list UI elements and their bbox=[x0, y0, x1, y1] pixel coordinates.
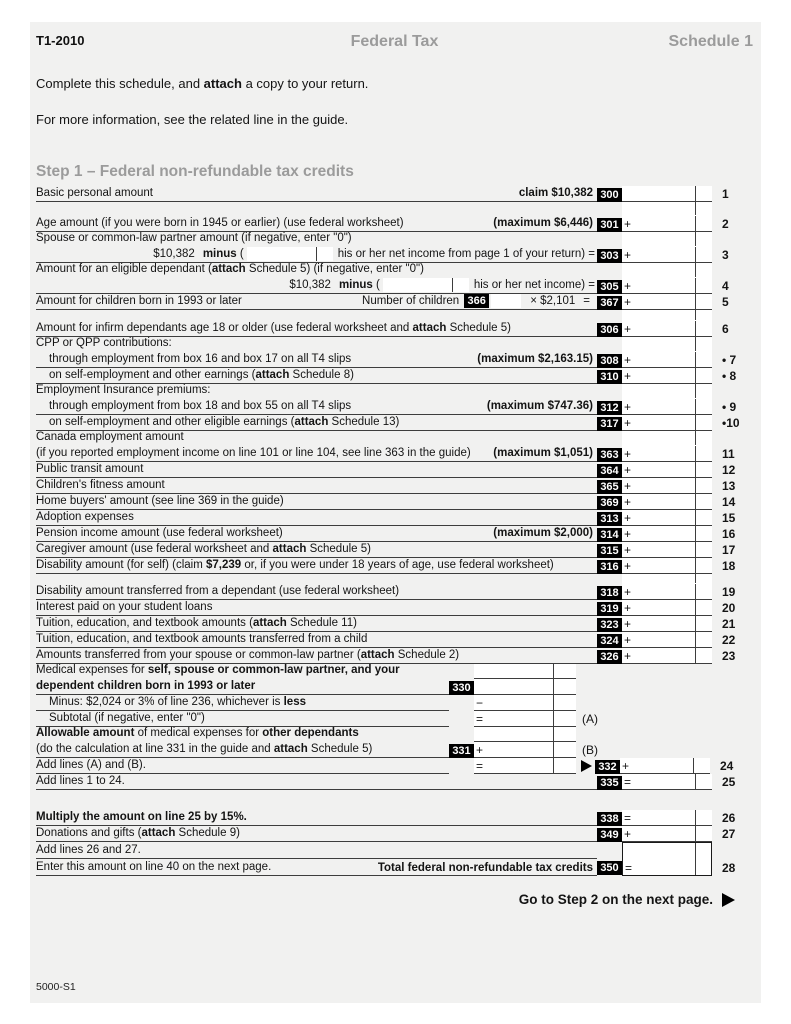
field-code-363: 363 bbox=[597, 448, 622, 462]
line-number: 14 bbox=[722, 495, 736, 509]
amount-field-318[interactable] bbox=[622, 584, 712, 600]
field-code-310: 310 bbox=[597, 370, 622, 384]
form-row-line-18 bbox=[30, 558, 761, 574]
claim-amount-label: claim $10,382 bbox=[518, 187, 593, 199]
operator-sign: + bbox=[624, 617, 632, 631]
form-row-line-21 bbox=[30, 616, 761, 632]
row-label: Age amount (if you were born in 1945 or earlier) (use federal worksheet) bbox=[36, 217, 404, 229]
form-row-line-27 bbox=[30, 826, 761, 842]
medical-subtotal-row bbox=[30, 711, 761, 727]
line-number: • 7 bbox=[722, 353, 737, 367]
medical-amount-column bbox=[474, 727, 576, 742]
intro-line-1: Complete this schedule, and attach a copy to your return. bbox=[36, 76, 369, 91]
row-label: Home buyers' amount (see line 369 in the guide) bbox=[36, 495, 284, 507]
field-code-326: 326 bbox=[597, 650, 622, 664]
form-row-line-1 bbox=[30, 186, 761, 202]
row-label: Allowable amount of medical expenses for other dependants bbox=[36, 727, 359, 739]
form-row-line-26 bbox=[30, 810, 761, 826]
row-label: Disability amount (for self) (claim $7,239 or, if you were under 18 years of age, use federal worksheet) bbox=[36, 559, 554, 571]
row-label: Canada employment amount bbox=[36, 431, 184, 443]
line-number: 3 bbox=[722, 248, 729, 262]
field-code-323: 323 bbox=[597, 618, 622, 632]
medical-total-field[interactable] bbox=[474, 758, 576, 774]
allowable-amount-header-row bbox=[30, 727, 761, 742]
row-label: CPP or QPP contributions: bbox=[36, 337, 172, 349]
form-row-line-5 bbox=[30, 294, 761, 310]
operator-sign: + bbox=[624, 827, 632, 841]
row-label: dependent children born in 1993 or later bbox=[36, 680, 256, 692]
operator-sign: + bbox=[624, 511, 632, 525]
row-label: Disability amount transferred from a dependant (use federal worksheet) bbox=[36, 585, 400, 597]
medical-minus-row bbox=[30, 695, 761, 711]
form-row-line-8 bbox=[30, 368, 761, 384]
operator-sign: + bbox=[624, 416, 632, 430]
ei-header-row bbox=[30, 384, 761, 399]
amount-column bbox=[622, 263, 712, 278]
plus-sign: + bbox=[476, 743, 484, 757]
line-number: 17 bbox=[722, 543, 736, 557]
number-of-children-input[interactable] bbox=[491, 294, 521, 308]
line-number: • 9 bbox=[722, 400, 737, 414]
form-row-line-17 bbox=[30, 542, 761, 558]
operator-sign: + bbox=[624, 353, 632, 367]
maximum-label: (maximum $1,051) bbox=[493, 447, 593, 459]
form-row-line-2 bbox=[30, 216, 761, 232]
operator-sign: = bbox=[625, 861, 633, 875]
form-row-line-11 bbox=[30, 446, 761, 462]
row-label: Amount for infirm dependants age 18 or older (use federal worksheet and attach Schedule 5) bbox=[36, 322, 511, 334]
row-label: Employment Insurance premiums: bbox=[36, 384, 211, 396]
amount-field-350[interactable] bbox=[622, 842, 712, 876]
field-code-331: 331 bbox=[449, 744, 474, 758]
maximum-label: (maximum $747.36) bbox=[486, 400, 593, 412]
allowable-amount-row-331 bbox=[30, 742, 761, 758]
amount-field-338[interactable] bbox=[622, 810, 712, 826]
line-number: 4 bbox=[722, 279, 729, 293]
maximum-label: (maximum $2,163.15) bbox=[477, 353, 593, 365]
form-row-line-12 bbox=[30, 462, 761, 478]
row-label: Medical expenses for self, spouse or common-law partner, and your bbox=[36, 664, 400, 676]
amount-field-301[interactable] bbox=[622, 216, 712, 232]
amount-field-306[interactable] bbox=[622, 321, 712, 337]
row-label: Add lines (A) and (B). bbox=[36, 759, 146, 771]
row-label: Basic personal amount bbox=[36, 187, 153, 199]
amount-column bbox=[622, 431, 712, 446]
field-code-367: 367 bbox=[597, 296, 622, 310]
minus-sign: − bbox=[476, 696, 484, 710]
number-of-children-label: Number of children bbox=[362, 295, 460, 307]
arrow-right-icon bbox=[581, 760, 592, 772]
amount-field-364[interactable] bbox=[622, 462, 712, 478]
minus-label: minus ( bbox=[202, 248, 244, 260]
equals-sign: = bbox=[583, 295, 590, 307]
line-number: • 8 bbox=[722, 369, 737, 383]
spacer-row bbox=[30, 574, 761, 584]
net-income-label: his or her net income) = bbox=[473, 279, 595, 291]
operator-sign: + bbox=[624, 495, 632, 509]
operator-sign: + bbox=[624, 447, 632, 461]
form-row-line-13 bbox=[30, 478, 761, 494]
amount-field-313[interactable] bbox=[622, 510, 712, 526]
operator-sign: + bbox=[624, 601, 632, 615]
amount-field-365[interactable] bbox=[622, 478, 712, 494]
amount-field-305[interactable] bbox=[622, 278, 712, 294]
operator-sign: + bbox=[624, 527, 632, 541]
field-code-315: 315 bbox=[597, 544, 622, 558]
form-id: T1-2010 bbox=[36, 33, 85, 48]
form-content-area bbox=[30, 22, 761, 1003]
field-code-312: 312 bbox=[597, 401, 622, 415]
row-label: Spouse or common-law partner amount (if negative, enter "0") bbox=[36, 232, 352, 244]
field-code-314: 314 bbox=[597, 528, 622, 542]
base-amount-label: $10,382 bbox=[153, 248, 195, 260]
amount-column-gap bbox=[622, 202, 712, 216]
spacer-row bbox=[30, 310, 761, 321]
line-number: 19 bbox=[722, 585, 736, 599]
form-row-line-22 bbox=[30, 632, 761, 648]
total-credits-label: Total federal non-refundable tax credits bbox=[377, 862, 593, 874]
medical-subtotal-field[interactable] bbox=[474, 711, 576, 727]
line-number: 5 bbox=[722, 295, 729, 309]
form-row-line-9 bbox=[30, 399, 761, 415]
eligible-dependant-header-row bbox=[30, 263, 761, 278]
medical-minus-field[interactable] bbox=[474, 695, 576, 711]
row-label: Enter this amount on line 40 on the next page. bbox=[36, 861, 272, 873]
operator-sign: + bbox=[624, 295, 632, 309]
amount-field-323[interactable] bbox=[622, 616, 712, 632]
field-code-300: 300 bbox=[597, 188, 622, 202]
form-header bbox=[30, 22, 761, 51]
field-code-338: 338 bbox=[597, 812, 622, 826]
line-number: 1 bbox=[722, 187, 729, 201]
field-code-330: 330 bbox=[449, 681, 474, 695]
form-row-line-24 bbox=[30, 758, 761, 774]
section-gap bbox=[30, 790, 761, 810]
operator-sign: + bbox=[624, 322, 632, 336]
operator-sign: + bbox=[624, 248, 632, 262]
schedule-label: Schedule 1 bbox=[668, 33, 753, 50]
medical-amount-column bbox=[474, 664, 576, 679]
operator-sign: + bbox=[622, 759, 630, 773]
amount-column bbox=[622, 232, 712, 247]
row-label: through employment from box 18 and box 55 on all T4 slips bbox=[49, 400, 352, 412]
line-number: 20 bbox=[722, 601, 736, 615]
line-number: •10 bbox=[722, 416, 740, 430]
row-label: (do the calculation at line 331 in the guide and attach Schedule 5) bbox=[36, 743, 373, 755]
field-code-366: 366 bbox=[464, 294, 489, 308]
tag-b-label: (B) bbox=[582, 743, 598, 757]
row-label: Adoption expenses bbox=[36, 511, 134, 523]
row-label: (if you reported employment income on line 101 or line 104, see line 363 in the guide) bbox=[36, 447, 471, 459]
goto-arrow-icon bbox=[722, 893, 735, 907]
field-code-305: 305 bbox=[597, 280, 622, 294]
field-code-350: 350 bbox=[597, 861, 622, 875]
line-number: 6 bbox=[722, 322, 729, 336]
operator-sign: + bbox=[624, 559, 632, 573]
amount-field-312[interactable] bbox=[622, 399, 712, 415]
row-label: Interest paid on your student loans bbox=[36, 601, 213, 613]
line-number: 28 bbox=[722, 861, 736, 875]
row-label: Tuition, education, and textbook amounts (attach Schedule 11) bbox=[36, 617, 357, 629]
amount-field-335[interactable] bbox=[622, 774, 712, 790]
form-row-line-23 bbox=[30, 648, 761, 664]
spouse-net-income-input[interactable] bbox=[247, 247, 333, 261]
row-label: Amount for an eligible dependant (attach Schedule 5) (if negative, enter "0") bbox=[36, 263, 424, 275]
field-code-324: 324 bbox=[597, 634, 622, 648]
maximum-label: (maximum $6,446) bbox=[493, 217, 593, 229]
amount-column-gap bbox=[622, 574, 712, 584]
row-label: Add lines 1 to 24. bbox=[36, 775, 125, 787]
line-number: 11 bbox=[722, 447, 735, 461]
field-code-335: 335 bbox=[597, 776, 622, 790]
form-row-line-7 bbox=[30, 352, 761, 368]
row-label: Minus: $2,024 or 3% of line 236, whichever is less bbox=[49, 696, 306, 708]
amount-field-330[interactable] bbox=[474, 679, 576, 695]
amount-field-324[interactable] bbox=[622, 632, 712, 648]
amount-field-300[interactable] bbox=[622, 186, 712, 202]
field-code-318: 318 bbox=[597, 586, 622, 600]
amount-field-308[interactable] bbox=[622, 352, 712, 368]
step1-heading: Step 1 – Federal non-refundable tax credits bbox=[36, 163, 354, 180]
line-number: 18 bbox=[722, 559, 736, 573]
row-label: Subtotal (if negative, enter "0") bbox=[49, 712, 205, 724]
operator-sign: + bbox=[624, 217, 632, 231]
field-code-319: 319 bbox=[597, 602, 622, 616]
field-code-365: 365 bbox=[597, 480, 622, 494]
row-label: Amount for children born in 1993 or later bbox=[36, 295, 242, 307]
row-label: Caregiver amount (use federal worksheet and attach Schedule 5) bbox=[36, 543, 371, 555]
amount-field-310[interactable] bbox=[622, 368, 712, 384]
line-number: 2 bbox=[722, 217, 729, 231]
line-number: 23 bbox=[722, 649, 736, 663]
amount-column bbox=[622, 384, 712, 399]
line-number: 25 bbox=[722, 775, 736, 789]
operator-sign: + bbox=[624, 479, 632, 493]
operator-sign: + bbox=[624, 585, 632, 599]
amount-field-349[interactable] bbox=[622, 826, 712, 842]
line-number: 21 bbox=[722, 617, 736, 631]
medical-expenses-header-row bbox=[30, 664, 761, 679]
amount-field-315[interactable] bbox=[622, 542, 712, 558]
line-number: 15 bbox=[722, 511, 736, 525]
amount-field-363[interactable] bbox=[622, 446, 712, 462]
row-label: Public transit amount bbox=[36, 463, 144, 475]
amount-field-319[interactable] bbox=[622, 600, 712, 616]
row-label: on self-employment and other earnings (attach Schedule 8) bbox=[49, 369, 354, 381]
row-label: through employment from box 16 and box 17 on all T4 slips bbox=[49, 353, 352, 365]
amount-column-gap bbox=[622, 310, 712, 321]
row-label: Amounts transferred from your spouse or common-law partner (attach Schedule 2) bbox=[36, 649, 460, 661]
field-code-369: 369 bbox=[597, 496, 622, 510]
spacer-row bbox=[30, 202, 761, 216]
line-number: 16 bbox=[722, 527, 736, 541]
line-number: 12 bbox=[722, 463, 736, 477]
amount-field-314[interactable] bbox=[622, 526, 712, 542]
form-row-line-20 bbox=[30, 600, 761, 616]
line-number: 26 bbox=[722, 811, 736, 825]
row-label: on self-employment and other eligible earnings (attach Schedule 13) bbox=[49, 416, 400, 428]
form-row-line-28 bbox=[30, 842, 761, 876]
form-code: 5000-S1 bbox=[36, 981, 76, 993]
line-number: 27 bbox=[722, 827, 736, 841]
field-code-308: 308 bbox=[597, 354, 622, 368]
equals-sign: = bbox=[476, 759, 484, 773]
amount-field-332[interactable] bbox=[620, 758, 710, 774]
row-label: Pension income amount (use federal worksheet) bbox=[36, 527, 283, 539]
form-row-line-6 bbox=[30, 321, 761, 337]
amount-field-369[interactable] bbox=[622, 494, 712, 510]
field-code-349: 349 bbox=[597, 828, 622, 842]
field-code-332: 332 bbox=[595, 760, 620, 774]
field-code-317: 317 bbox=[597, 417, 622, 431]
operator-sign: + bbox=[624, 279, 632, 293]
form-row-line-15 bbox=[30, 510, 761, 526]
line-number: 22 bbox=[722, 633, 736, 647]
form-row-line-14 bbox=[30, 494, 761, 510]
row-label: Children's fitness amount bbox=[36, 479, 165, 491]
row-label: Tuition, education, and textbook amounts transferred from a child bbox=[36, 633, 368, 645]
amount-field-326[interactable] bbox=[622, 648, 712, 664]
children-calc-cluster bbox=[362, 294, 597, 308]
field-code-316: 316 bbox=[597, 560, 622, 574]
row-label: Multiply the amount on line 25 by 15%. bbox=[36, 811, 247, 823]
cpp-header-row bbox=[30, 337, 761, 352]
line-number: 24 bbox=[720, 759, 734, 773]
operator-sign: + bbox=[624, 649, 632, 663]
goto-step2-note: Go to Step 2 on the next page. bbox=[30, 892, 761, 907]
line-number: 13 bbox=[722, 479, 736, 493]
row-label: Add lines 26 and 27. bbox=[36, 844, 141, 856]
operator-sign: + bbox=[624, 463, 632, 477]
operator-sign: = bbox=[624, 775, 632, 789]
field-code-306: 306 bbox=[597, 323, 622, 337]
field-code-313: 313 bbox=[597, 512, 622, 526]
net-income-label: his or her net income from page 1 of your return) = bbox=[337, 248, 595, 260]
form-row-line-25 bbox=[30, 774, 761, 790]
equals-sign: = bbox=[476, 712, 484, 726]
row-label: Donations and gifts (attach Schedule 9) bbox=[36, 827, 240, 839]
operator-sign: + bbox=[624, 633, 632, 647]
maximum-label: (maximum $2,000) bbox=[493, 527, 593, 539]
amount-field-303[interactable] bbox=[622, 247, 712, 263]
form-row-line-4 bbox=[30, 278, 761, 294]
operator-sign: + bbox=[624, 369, 632, 383]
operator-sign: = bbox=[624, 811, 632, 825]
dependant-net-income-input[interactable] bbox=[383, 278, 469, 292]
minus-label: minus ( bbox=[338, 279, 380, 291]
amount-field-331[interactable] bbox=[474, 742, 576, 758]
field-code-303: 303 bbox=[597, 249, 622, 263]
form-row-line-3 bbox=[30, 247, 761, 263]
canada-employment-header-row bbox=[30, 431, 761, 446]
amount-field-316[interactable] bbox=[622, 558, 712, 574]
tag-a-label: (A) bbox=[582, 712, 598, 726]
base-amount-label: $10,382 bbox=[289, 279, 331, 291]
medical-expenses-row-330 bbox=[30, 679, 761, 695]
multiplier-label: × $2,101 bbox=[530, 295, 576, 307]
operator-sign: + bbox=[624, 400, 632, 414]
field-code-301: 301 bbox=[597, 218, 622, 232]
amount-column bbox=[622, 337, 712, 352]
form-row-line-10 bbox=[30, 415, 761, 431]
spouse-amount-header-row bbox=[30, 232, 761, 247]
form-title: Federal Tax bbox=[350, 33, 439, 50]
operator-sign: + bbox=[624, 543, 632, 557]
intro-line-2: For more information, see the related line in the guide. bbox=[36, 112, 349, 127]
form-row-line-16 bbox=[30, 526, 761, 542]
amount-field-367[interactable] bbox=[622, 294, 712, 310]
field-code-364: 364 bbox=[597, 464, 622, 478]
form-row-line-19 bbox=[30, 584, 761, 600]
amount-field-317[interactable] bbox=[622, 415, 712, 431]
